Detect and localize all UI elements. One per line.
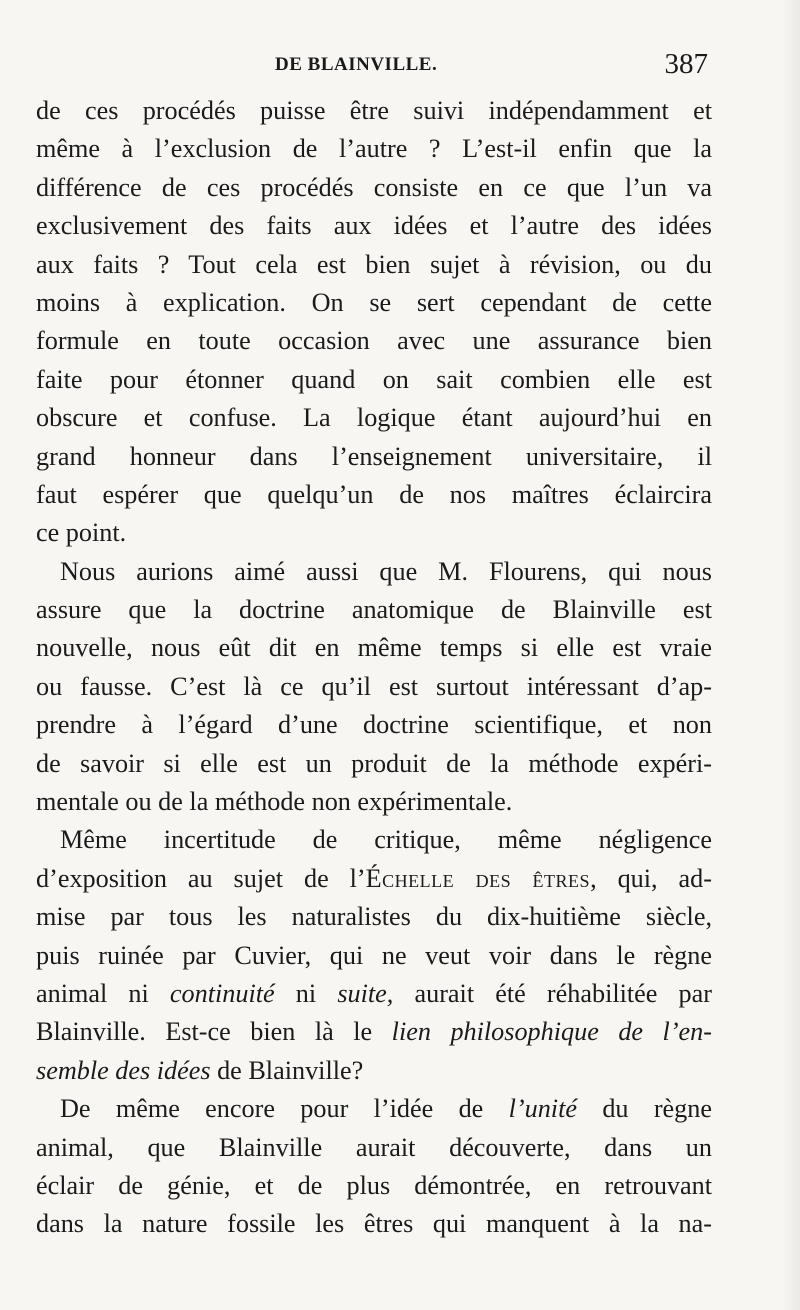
paragraph-end-line: mentale ou de la méthode non expérimentale. xyxy=(36,787,513,817)
text-run: , qui, ad- xyxy=(590,863,712,893)
text-line: de ces procédés puisse être suivi indépendamment et xyxy=(36,96,712,125)
text-run: aurait été réhabilitée par xyxy=(393,978,712,1008)
page-edge-shadow xyxy=(782,0,800,1310)
paragraph-end-line xyxy=(36,1052,712,1090)
text-line: de savoir si elle est un produit de la méthode expéri- xyxy=(36,748,712,778)
text-line: moins à explication. On se sert cependant de cette xyxy=(36,287,712,317)
text-run: Blainville. Est-ce bien là le xyxy=(36,1017,392,1047)
text-line: prendre à l’égard d’une doctrine scientifique, et non xyxy=(36,710,712,740)
body-text xyxy=(36,92,712,1244)
text-run: De même encore pour l’idée de xyxy=(60,1094,509,1124)
running-title: DE BLAINVILLE. xyxy=(275,54,438,75)
text-run: du règne xyxy=(576,1094,712,1124)
italic-term: l’unité xyxy=(508,1094,577,1124)
text-run: animal ni xyxy=(36,978,170,1008)
paragraph-first-line xyxy=(36,1090,712,1128)
italic-term: semble des idées xyxy=(36,1055,211,1085)
text-run: de Blainville? xyxy=(210,1055,364,1085)
text-line: aux faits ? Tout cela est bien sujet à révision, ou du xyxy=(36,249,712,279)
text-line xyxy=(36,1013,712,1051)
italic-term: continuité xyxy=(169,978,275,1008)
text-line: faite pour étonner quand on sait combien elle est xyxy=(36,364,712,394)
text-line: grand honneur dans l’enseignement universitaire, il xyxy=(36,441,712,471)
text-line xyxy=(36,975,712,1013)
text-line: animal, que Blainville aurait découverte, dans un xyxy=(36,1132,712,1162)
paragraph-first-line: Nous aurions aimé aussi que M. Flourens, qui nous xyxy=(60,556,712,586)
text-line: obscure et confuse. La logique étant aujourd’hui en xyxy=(36,403,712,433)
text-line: assure que la doctrine anatomique de Blainville est xyxy=(36,595,712,625)
text-line: différence de ces procédés consiste en ce que l’un va xyxy=(36,172,712,202)
text-line: puis ruinée par Cuvier, qui ne veut voir dans le règne xyxy=(36,940,712,970)
text-line: dans la nature fossile les êtres qui manquent à la na- xyxy=(36,1209,712,1239)
text-line: éclair de génie, et de plus démontrée, en retrouvant xyxy=(36,1170,712,1200)
text-run: ni xyxy=(274,978,338,1008)
small-caps-term: Échelle des êtres xyxy=(365,863,591,893)
text-line: formule en toute occasion avec une assurance bien xyxy=(36,326,712,356)
italic-term: suite, xyxy=(337,978,394,1008)
text-line: ou fausse. C’est là ce qu’il est surtout intéressant d’ap- xyxy=(36,671,712,701)
text-line xyxy=(36,860,712,898)
text-line: même à l’exclusion de l’autre ? L’est-il enfin que la xyxy=(36,134,712,164)
paragraph-first-line: Même incertitude de critique, même négligence xyxy=(60,825,712,855)
paragraph-end-line: ce point. xyxy=(36,518,127,548)
page-header xyxy=(40,48,710,88)
text-run: d’exposition au sujet de l’ xyxy=(36,863,366,893)
text-line: faut espérer que quelqu’un de nos maîtres éclaircira xyxy=(36,479,712,509)
text-line: exclusivement des faits aux idées et l’autre des idées xyxy=(36,211,712,241)
page-number: 387 xyxy=(664,48,708,80)
text-line: mise par tous les naturalistes du dix-huitième siècle, xyxy=(36,902,712,932)
italic-term: lien philosophique de l’en- xyxy=(391,1017,712,1047)
text-line: nouvelle, nous eût dit en même temps si elle est vraie xyxy=(36,633,712,663)
